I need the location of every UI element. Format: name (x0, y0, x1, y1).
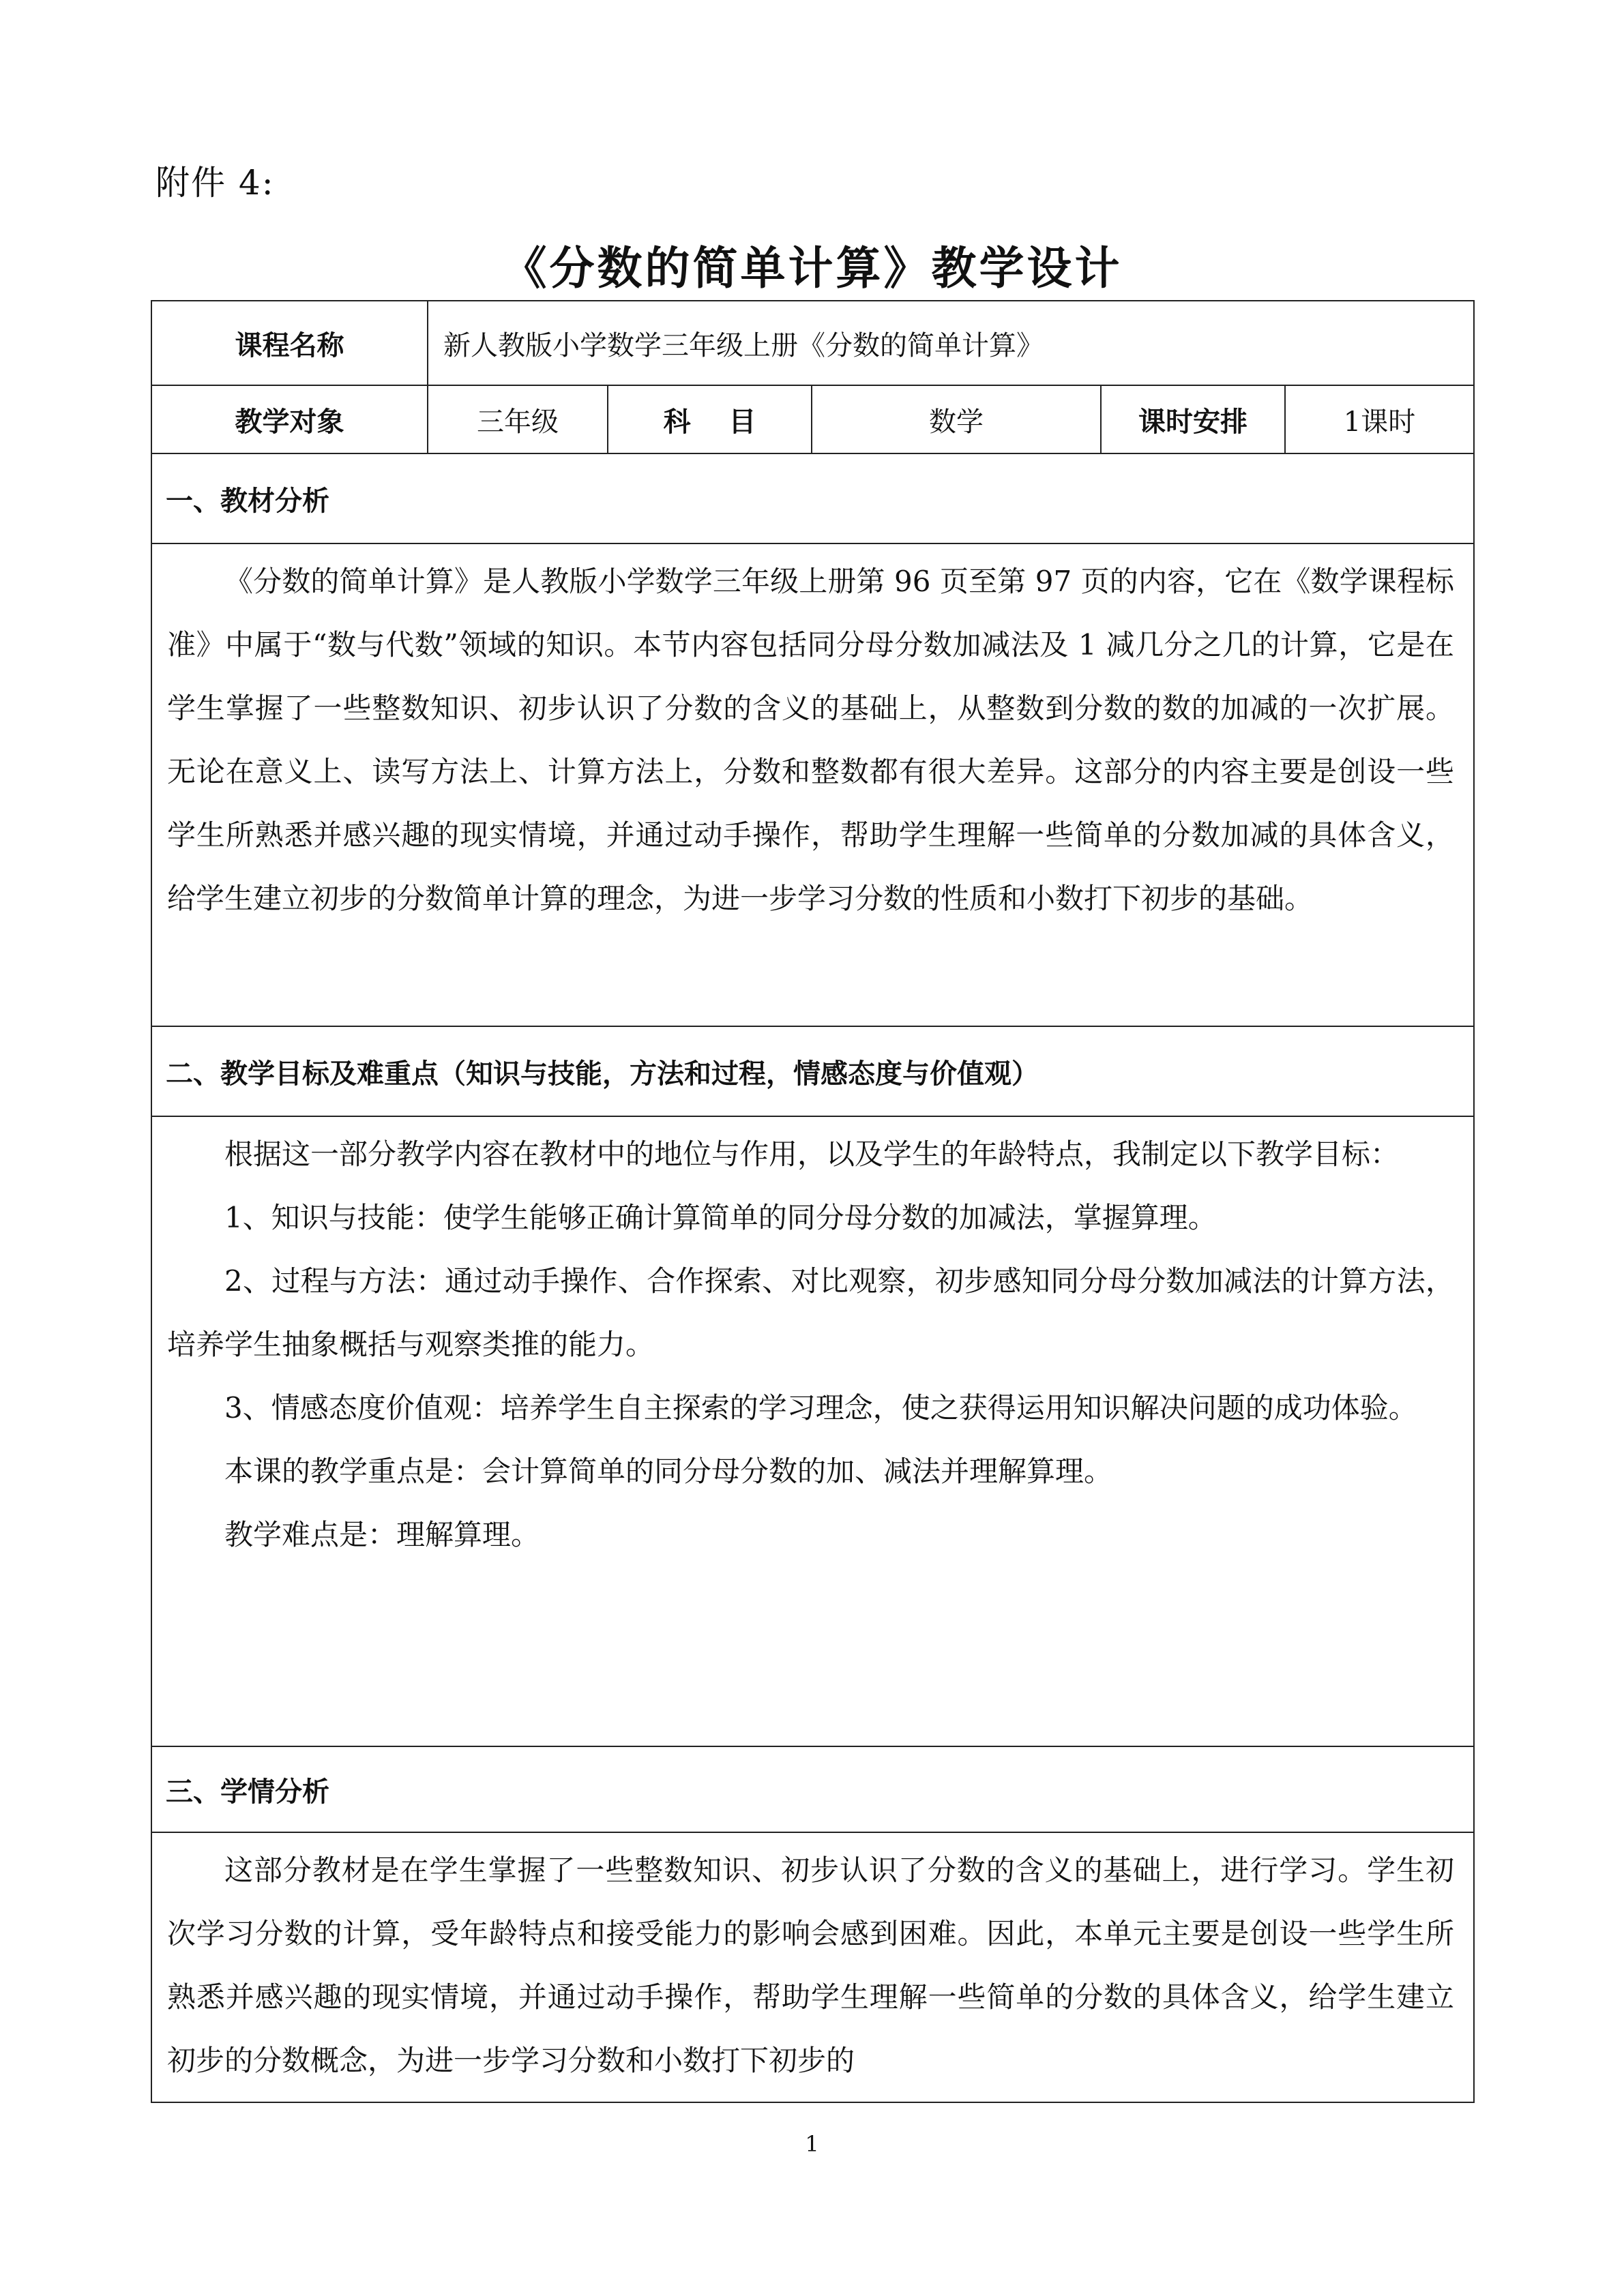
section-1-heading: 一、教材分析 (151, 453, 1474, 543)
section-2-paragraph: 根据这一部分教学内容在教材中的地位与作用，以及学生的年龄特点，我制定以下教学目标： (224, 1137, 1400, 1171)
course-name-label: 课程名称 (151, 301, 428, 385)
row-course-name (151, 301, 1474, 385)
section-3-paragraph: 这部分教材是在学生掌握了一些整数知识、初步认识了分数的含义的基础上，进行学习。学生初次学习分数的计算，受年龄特点和接受能力的影响会感到困难。因此，本单元主要是创设一些学生所熟悉并感兴趣的现实情境，并通过动手操作，帮助学生理解一些简单的分数的具体含义，给学生建立初步的分数概念，为进一步学习分数和小数打下初步的 (167, 1853, 1455, 2077)
document-title: 《分数的简单计算》教学设计 (501, 241, 1123, 295)
page-number: 1 (805, 2131, 819, 2157)
section-3-header-row (151, 1746, 1474, 1832)
section-2-body-row (151, 1116, 1474, 1746)
section-3-body (151, 1832, 1474, 2102)
hours-value: 1课时 (1285, 385, 1474, 453)
section-2-paragraph: 本课的教学重点是：会计算简单的同分母分数的加、减法并理解算理。 (224, 1455, 1113, 1488)
section-2-paragraph: 教学难点是：理解算理。 (224, 1518, 540, 1551)
section-2-paragraph: 2、过程与方法：通过动手操作、合作探索、对比观察，初步感知同分母分数加减法的计算方法，培养学生抽象概括与观察类推的能力。 (167, 1264, 1455, 1361)
section-2-header-row (151, 1026, 1474, 1116)
section-2-heading: 二、教学目标及难重点（知识与技能，方法和过程，情感态度与价值观） (151, 1026, 1474, 1116)
course-name-value: 新人教版小学数学三年级上册《分数的简单计算》 (428, 301, 1474, 385)
section-3-body-row (151, 1832, 1474, 2102)
row-audience (151, 385, 1474, 453)
section-1-header-row (151, 453, 1474, 543)
audience-value: 三年级 (428, 385, 608, 453)
section-1-paragraph: 《分数的简单计算》是人教版小学数学三年级上册第 96 页至第 97 页的内容，它在《数学课程标准》中属于“数与代数”领域的知识。本节内容包括同分母分数加减法及 1 减几分之几的计算，它是在学生掌握了一些整数知识、初步认识了分数的含义的基础上，从整数到分数的数的加减的一次扩展。无论在意义上、读写方法上、计算方法上，分数和整数都有很大差异。这部分的内容主要是创设一些学生所熟悉并感兴趣的现实情境，并通过动手操作，帮助学生理解一些简单的分数加减的具体含义，给学生建立初步的分数简单计算的理念，为进一步学习分数的性质和小数打下初步的基础。 (167, 565, 1455, 915)
section-2-paragraph: 3、情感态度价值观：培养学生自主探索的学习理念，使之获得运用知识解决问题的成功体验。 (224, 1391, 1417, 1425)
section-1-body-row (151, 543, 1474, 1026)
section-2-body (151, 1116, 1474, 1746)
section-1-body (151, 543, 1474, 1026)
subject-label: 科 目 (608, 385, 812, 453)
lesson-plan-table (151, 300, 1475, 2103)
section-2-paragraph: 1、知识与技能：使学生能够正确计算简单的同分母分数的加减法，掌握算理。 (224, 1201, 1217, 1234)
hours-label: 课时安排 (1101, 385, 1285, 453)
audience-label: 教学对象 (151, 385, 428, 453)
section-3-heading: 三、学情分析 (151, 1746, 1474, 1832)
attachment-label: 附件 4: (156, 163, 275, 203)
subject-value: 数学 (812, 385, 1101, 453)
